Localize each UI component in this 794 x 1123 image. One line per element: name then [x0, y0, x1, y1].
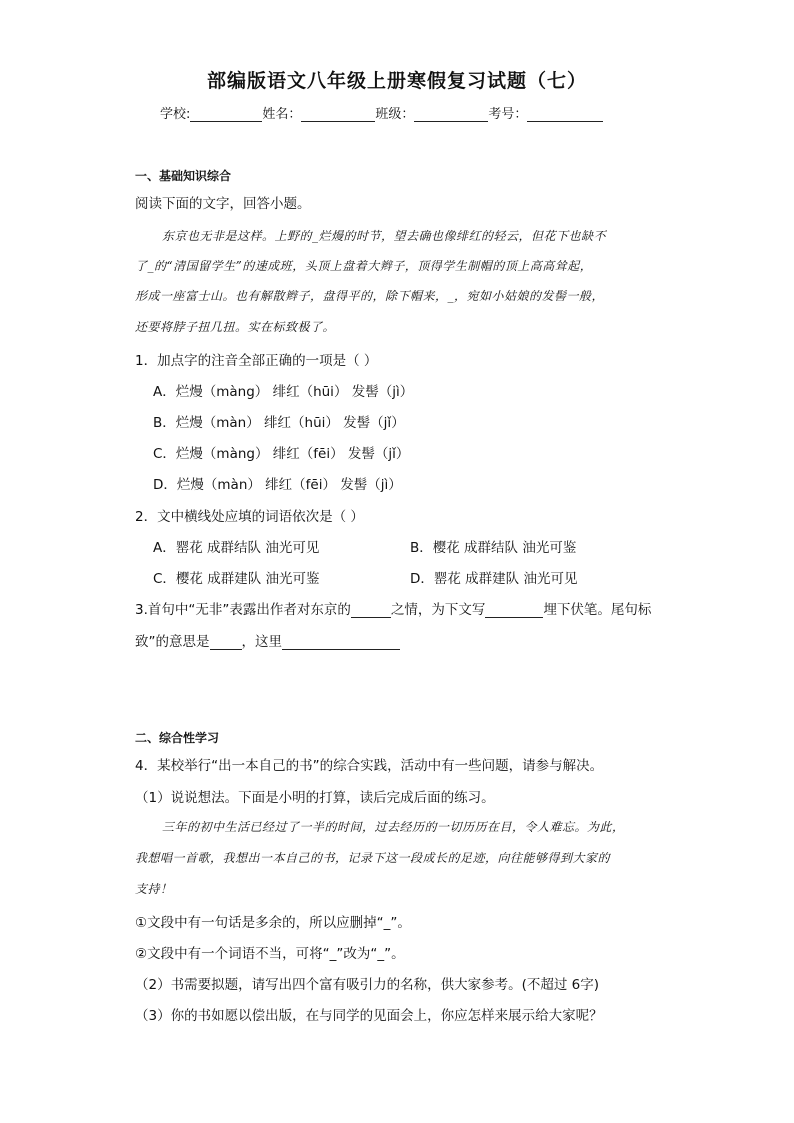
class-label: 班级： — [375, 107, 415, 122]
answer-blank[interactable] — [210, 635, 242, 650]
question-1-option-a[interactable]: A．烂熳（màng） 绯红（hūi） 发髻（jì） — [153, 384, 414, 400]
sub-question-2: （2）书需要拟题，请写出四个富有吸引力的名称，供大家参考。(不超过 6字) — [135, 977, 600, 993]
name-label: 姓名： — [262, 107, 302, 122]
question-1-option-c[interactable]: C．烂熳（màng） 绯红（fēi） 发髻（jǐ） — [153, 446, 410, 462]
passage-line: 我想唱一首歌，我想出一本自己的书，记录下这一段成长的足迹，向往能够得到大家的 — [135, 851, 611, 865]
question-2-option-c[interactable]: C．樱花 成群建队 油光可鉴 — [153, 571, 320, 587]
passage-line: 还要将脖子扭几扭。实在标致极了。 — [135, 320, 336, 334]
exam-no-label: 考号： — [488, 107, 528, 122]
sub-question-3: （3）你的书如愿以偿出版，在与同学的见面会上，你应怎样来展示给大家呢？ — [135, 1008, 603, 1024]
question-1-stem: 1．加点字的注音全部正确的一项是（ ） — [135, 353, 378, 369]
question-2-option-a[interactable]: A．罂花 成群结队 油光可见 — [153, 540, 320, 556]
exam-no-blank[interactable] — [527, 107, 603, 122]
question-1-option-b[interactable]: B．烂熳（màn） 绯红（hūi） 发髻（jǐ） — [153, 415, 405, 431]
passage-line: 东京也无非是这样。上野的_烂熳的时节，望去确也像绯红的轻云，但花下也缺不 — [162, 229, 607, 243]
question-4-stem: 4．某校举行“出一本自己的书”的综合实践，活动中有一些问题，请参与解决。 — [135, 758, 604, 774]
question-3-line-1 — [135, 598, 651, 618]
class-blank[interactable] — [414, 107, 488, 122]
passage-line: 支持！ — [135, 882, 173, 896]
question-3-text: 3.首句中“无非”表露出作者对东京的 — [135, 602, 351, 618]
student-info-line — [160, 103, 603, 122]
section1-heading: 一、基础知识综合 — [135, 169, 232, 183]
question-3-text: 埋下伏笔。尾句标 — [543, 602, 652, 618]
question-1-option-d[interactable]: D．烂熳（màn） 绯红（fēi） 发髻（jì） — [153, 477, 402, 493]
sub-question-1: （1）说说想法。下面是小明的打算，读后完成后面的练习。 — [135, 790, 495, 806]
sub-item-1: ①文段中有一句话是多余的，所以应删掉“_”。 — [135, 915, 411, 931]
passage-line: 三年的初中生活已经过了一半的时间，过去经历的一切历历在目，令人难忘。为此， — [162, 820, 625, 834]
answer-blank[interactable] — [351, 603, 391, 618]
section1-instruction: 阅读下面的文字，回答小题。 — [135, 196, 311, 212]
question-2-stem: 2．文中横线处应填的词语依次是（ ） — [135, 509, 364, 525]
page-title: 部编版语文八年级上册寒假复习试题（七） — [206, 70, 587, 92]
answer-blank[interactable] — [485, 603, 543, 618]
question-2-option-d[interactable]: D．罂花 成群建队 油光可见 — [410, 571, 578, 587]
school-label: 学校: — [160, 107, 191, 122]
question-2-option-b[interactable]: B．樱花 成群结队 油光可鉴 — [410, 540, 577, 556]
question-3-text: 致”的意思是 — [135, 634, 210, 650]
answer-blank[interactable] — [282, 635, 400, 650]
passage-line: 了_的“清国留学生”的速成班，头顶上盘着大辫子，顶得学生制帽的顶上高高耸起， — [135, 259, 593, 273]
question-3-text: ，这里 — [241, 634, 282, 650]
sub-item-2: ②文段中有一个词语不当，可将“_”改为“_”。 — [135, 946, 405, 962]
question-3-line-2 — [135, 630, 400, 650]
school-blank[interactable] — [190, 107, 262, 122]
name-blank[interactable] — [301, 107, 375, 122]
section2-heading: 二、综合性学习 — [135, 731, 220, 745]
passage-line: 形成一座富士山。也有解散辫子，盘得平的，除下帽来，_，宛如小姑娘的发髻一般， — [135, 289, 605, 303]
question-3-text: 之情，为下文写 — [390, 602, 486, 618]
